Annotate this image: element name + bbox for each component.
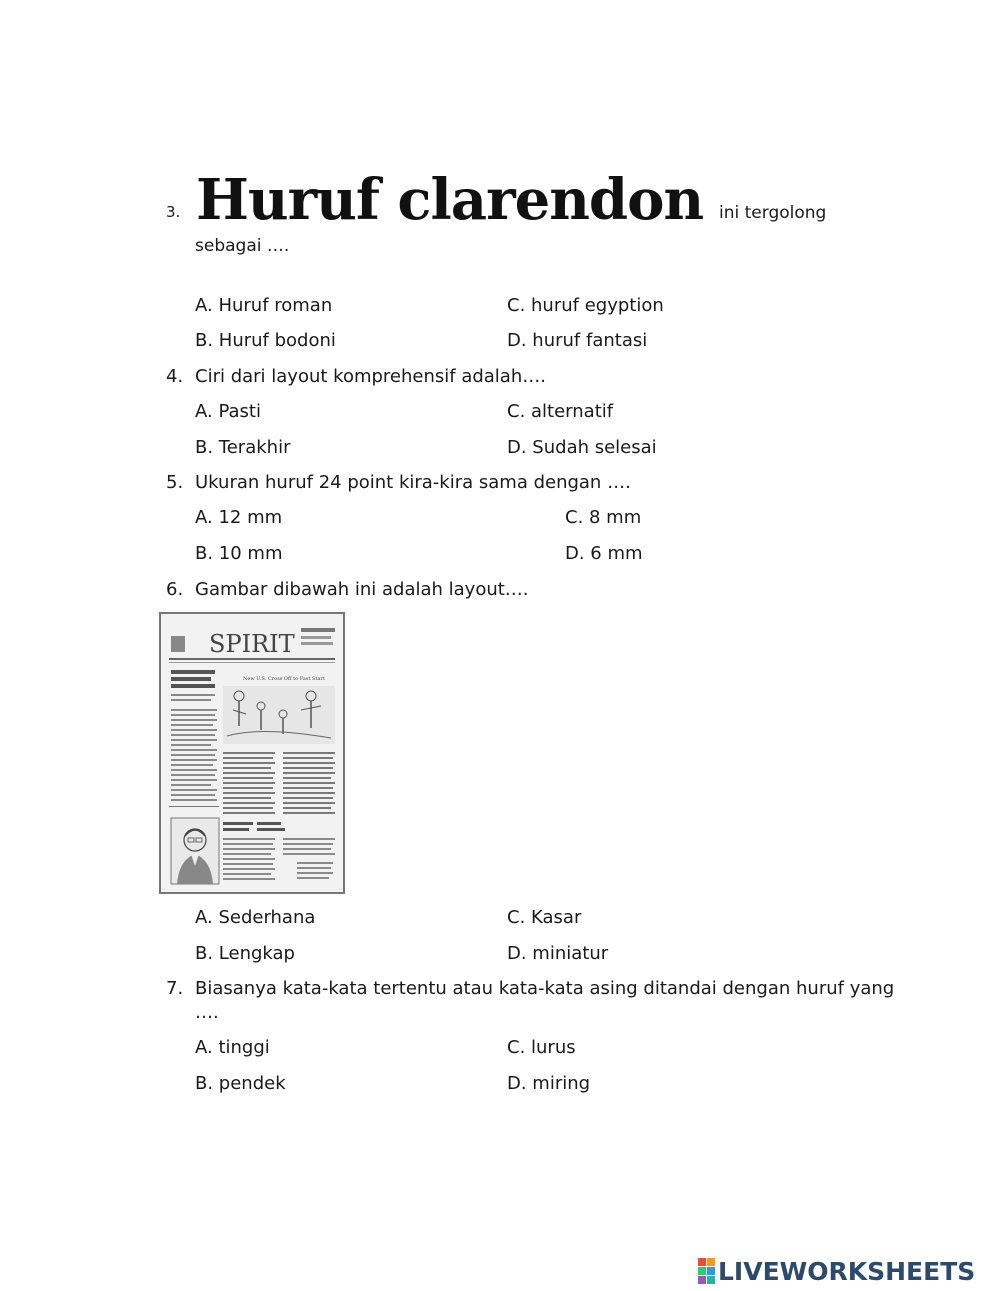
question-6-option-b[interactable]: B. Lengkap: [195, 943, 295, 964]
logo-block-6: [707, 1276, 715, 1284]
headline-text: New U.S. Cross Off to Fast Start: [243, 676, 325, 682]
question-7-option-d[interactable]: D. miring: [507, 1073, 591, 1094]
masthead-text: SPIRIT: [209, 630, 295, 658]
question-4-option-b[interactable]: B. Terakhir: [195, 437, 291, 458]
question-5-text: Ukuran huruf 24 point kira-kira sama dengan ….: [195, 472, 631, 493]
newspaper-layout-image: [159, 612, 345, 894]
question-4-option-c[interactable]: C. alternatif: [507, 401, 614, 422]
liveworksheets-logo[interactable]: [698, 1257, 975, 1285]
logo-block-5: [698, 1276, 706, 1284]
question-4-text: Ciri dari layout komprehensif adalah….: [195, 366, 546, 387]
question-5-number: 5.: [166, 472, 184, 493]
question-4-option-a[interactable]: A. Pasti: [195, 401, 261, 422]
question-6-option-c[interactable]: C. Kasar: [507, 907, 582, 928]
question-3-heading: Huruf clarendon: [196, 167, 704, 233]
question-5-option-c[interactable]: C. 8 mm: [565, 507, 642, 528]
question-4-number: 4.: [166, 366, 184, 387]
question-5-option-b[interactable]: B. 10 mm: [195, 543, 283, 564]
question-6-option-d[interactable]: D. miniatur: [507, 943, 609, 964]
question-7-line2: ….: [195, 1002, 219, 1023]
logo-blocks-icon: [698, 1258, 715, 1284]
question-7-option-b[interactable]: B. pendek: [195, 1073, 286, 1094]
question-3-option-c[interactable]: C. huruf egyption: [507, 295, 664, 316]
question-7-number: 7.: [166, 978, 184, 999]
question-7-text: Biasanya kata-kata tertentu atau kata-kata asing ditandai dengan huruf yang: [195, 978, 895, 999]
question-6-option-a[interactable]: A. Sederhana: [195, 907, 316, 928]
question-6-number: 6.: [166, 579, 184, 600]
question-4-option-d[interactable]: D. Sudah selesai: [507, 437, 657, 458]
question-3-option-b[interactable]: B. Huruf bodoni: [195, 330, 336, 351]
logo-text: LIVEWORKSHEETS: [718, 1256, 976, 1286]
newspaper-illustration: [161, 614, 343, 892]
logo-block-3: [698, 1267, 706, 1275]
question-7-option-a[interactable]: A. tinggi: [195, 1037, 270, 1058]
logo-block-1: [698, 1258, 706, 1266]
question-3-option-d[interactable]: D. huruf fantasi: [507, 330, 648, 351]
logo-block-4: [707, 1267, 715, 1275]
question-7-option-c[interactable]: C. lurus: [507, 1037, 576, 1058]
question-3-line2: sebagai ….: [195, 236, 290, 256]
question-5-option-d[interactable]: D. 6 mm: [565, 543, 643, 564]
question-3-number: 3.: [166, 203, 181, 221]
question-3-suffix: ini tergolong: [719, 203, 827, 223]
question-6-text: Gambar dibawah ini adalah layout….: [195, 579, 529, 600]
logo-block-2: [707, 1258, 715, 1266]
question-5-option-a[interactable]: A. 12 mm: [195, 507, 283, 528]
question-3-option-a[interactable]: A. Huruf roman: [195, 295, 333, 316]
